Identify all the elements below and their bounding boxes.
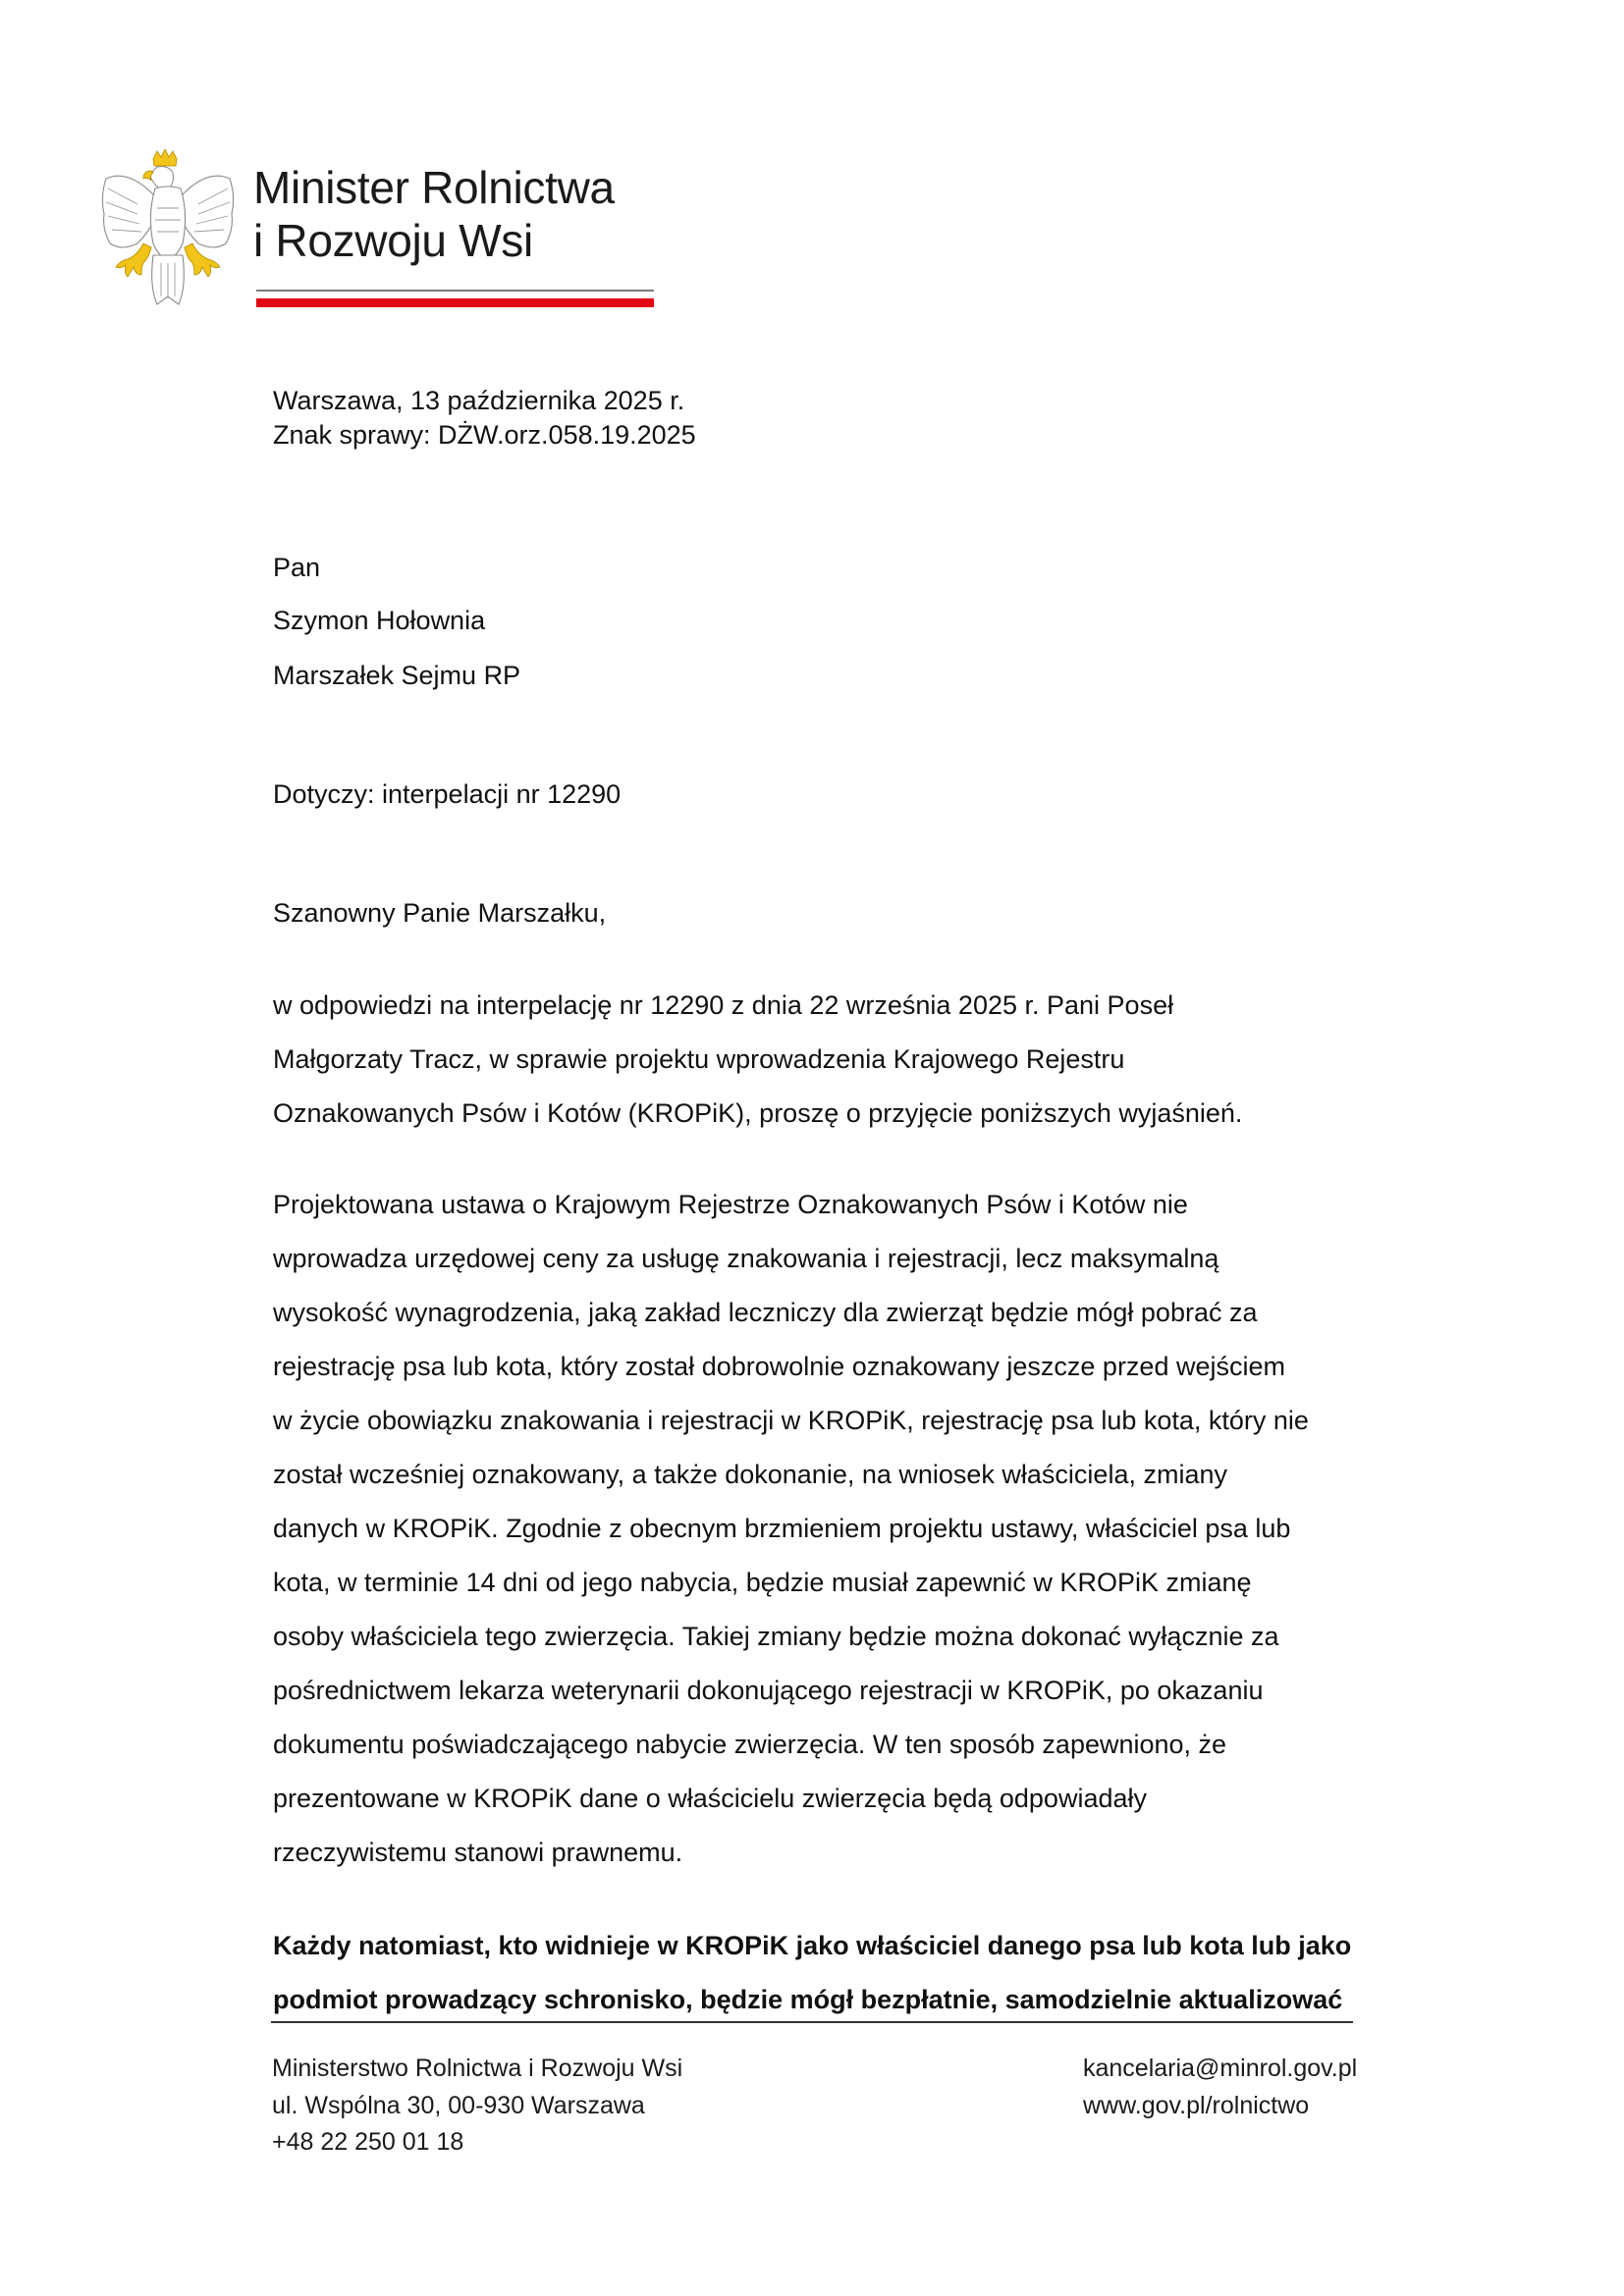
- recipient-position: Marszałek Sejmu RP: [273, 661, 521, 690]
- logo-title-line2: i Rozwoju Wsi: [253, 215, 533, 266]
- paragraph-line: Każdy natomiast, kto widnieje w KROPiK jako właściciel danego psa lub kota lub jako: [273, 1931, 1352, 1960]
- paragraph-line: podmiot prowadzący schronisko, będzie mógł bezpłatnie, samodzielnie aktualizować: [273, 1985, 1343, 2014]
- paragraph-line: danych w KROPiK. Zgodnie z obecnym brzmieniem projektu ustawy, właściciel psa lub: [273, 1514, 1291, 1543]
- paragraph-line: Projektowana ustawa o Krajowym Rejestrze Oznakowanych Psów i Kotów nie: [273, 1190, 1188, 1219]
- logo-divider-red: [256, 298, 654, 307]
- paragraph-line: kota, w terminie 14 dni od jego nabycia, będzie musiał zapewnić w KROPiK zmianę: [273, 1568, 1252, 1597]
- place-date: Warszawa, 13 października 2025 r.: [273, 386, 685, 415]
- paragraph-line: wprowadza urzędowej ceny za usługę znakowania i rejestracji, lecz maksymalną: [273, 1244, 1219, 1273]
- paragraph-line: został wcześniej oznakowany, a także dokonanie, na wniosek właściciela, zmiany: [273, 1460, 1227, 1489]
- paragraph-line: w życie obowiązku znakowania i rejestracji w KROPiK, rejestrację psa lub kota, który nie: [273, 1406, 1309, 1435]
- case-reference: Znak sprawy: DŻW.orz.058.19.2025: [273, 420, 696, 450]
- logo-divider-grey: [256, 290, 654, 292]
- paragraph-line: rzeczywistemu stanowi prawnemu.: [273, 1838, 683, 1867]
- greeting: Szanowny Panie Marszałku,: [273, 898, 607, 928]
- footer-divider: [271, 2021, 1353, 2023]
- footer-organization: Ministerstwo Rolnictwa i Rozwoju Wsi: [272, 2055, 683, 2082]
- paragraph-line: Małgorzaty Tracz, w sprawie projektu wprowadzenia Krajowego Rejestru: [273, 1044, 1125, 1074]
- paragraph-line: w odpowiedzi na interpelację nr 12290 z dnia 22 września 2025 r. Pani Poseł: [273, 990, 1174, 1020]
- paragraph-line: rejestrację psa lub kota, który został dobrowolnie oznakowany jeszcze przed wejściem: [273, 1352, 1285, 1381]
- paragraph-line: prezentowane w KROPiK dane o właścicielu zwierzęcia będą odpowiadały: [273, 1784, 1147, 1813]
- subject-line: Dotyczy: interpelacji nr 12290: [273, 779, 622, 809]
- paragraph-line: pośrednictwem lekarza weterynarii dokonującego rejestracji w KROPiK, po okazaniu: [273, 1676, 1264, 1705]
- recipient-name: Szymon Hołownia: [273, 606, 486, 635]
- footer-website-link[interactable]: www.gov.pl/rolnictwo: [1083, 2092, 1310, 2119]
- paragraph-line: Oznakowanych Psów i Kotów (KROPiK), proszę o przyjęcie poniższych wyjaśnień.: [273, 1098, 1243, 1128]
- footer-email-link[interactable]: kancelaria@minrol.gov.pl: [1083, 2055, 1358, 2082]
- logo-title-line1: Minister Rolnictwa: [253, 162, 615, 213]
- footer-address: ul. Wspólna 30, 00-930 Warszawa: [272, 2092, 645, 2119]
- recipient-title: Pan: [273, 553, 321, 582]
- paragraph-line: osoby właściciela tego zwierzęcia. Takiej zmiany będzie można dokonać wyłącznie za: [273, 1622, 1279, 1651]
- paragraph-line: wysokość wynagrodzenia, jaką zakład leczniczy dla zwierząt będzie mógł pobrać za: [273, 1298, 1258, 1327]
- footer-phone: +48 22 250 01 18: [272, 2128, 464, 2156]
- paragraph-line: dokumentu poświadczającego nabycie zwierzęcia. W ten sposób zapewniono, że: [273, 1730, 1227, 1759]
- polish-eagle-emblem-icon: [98, 149, 238, 308]
